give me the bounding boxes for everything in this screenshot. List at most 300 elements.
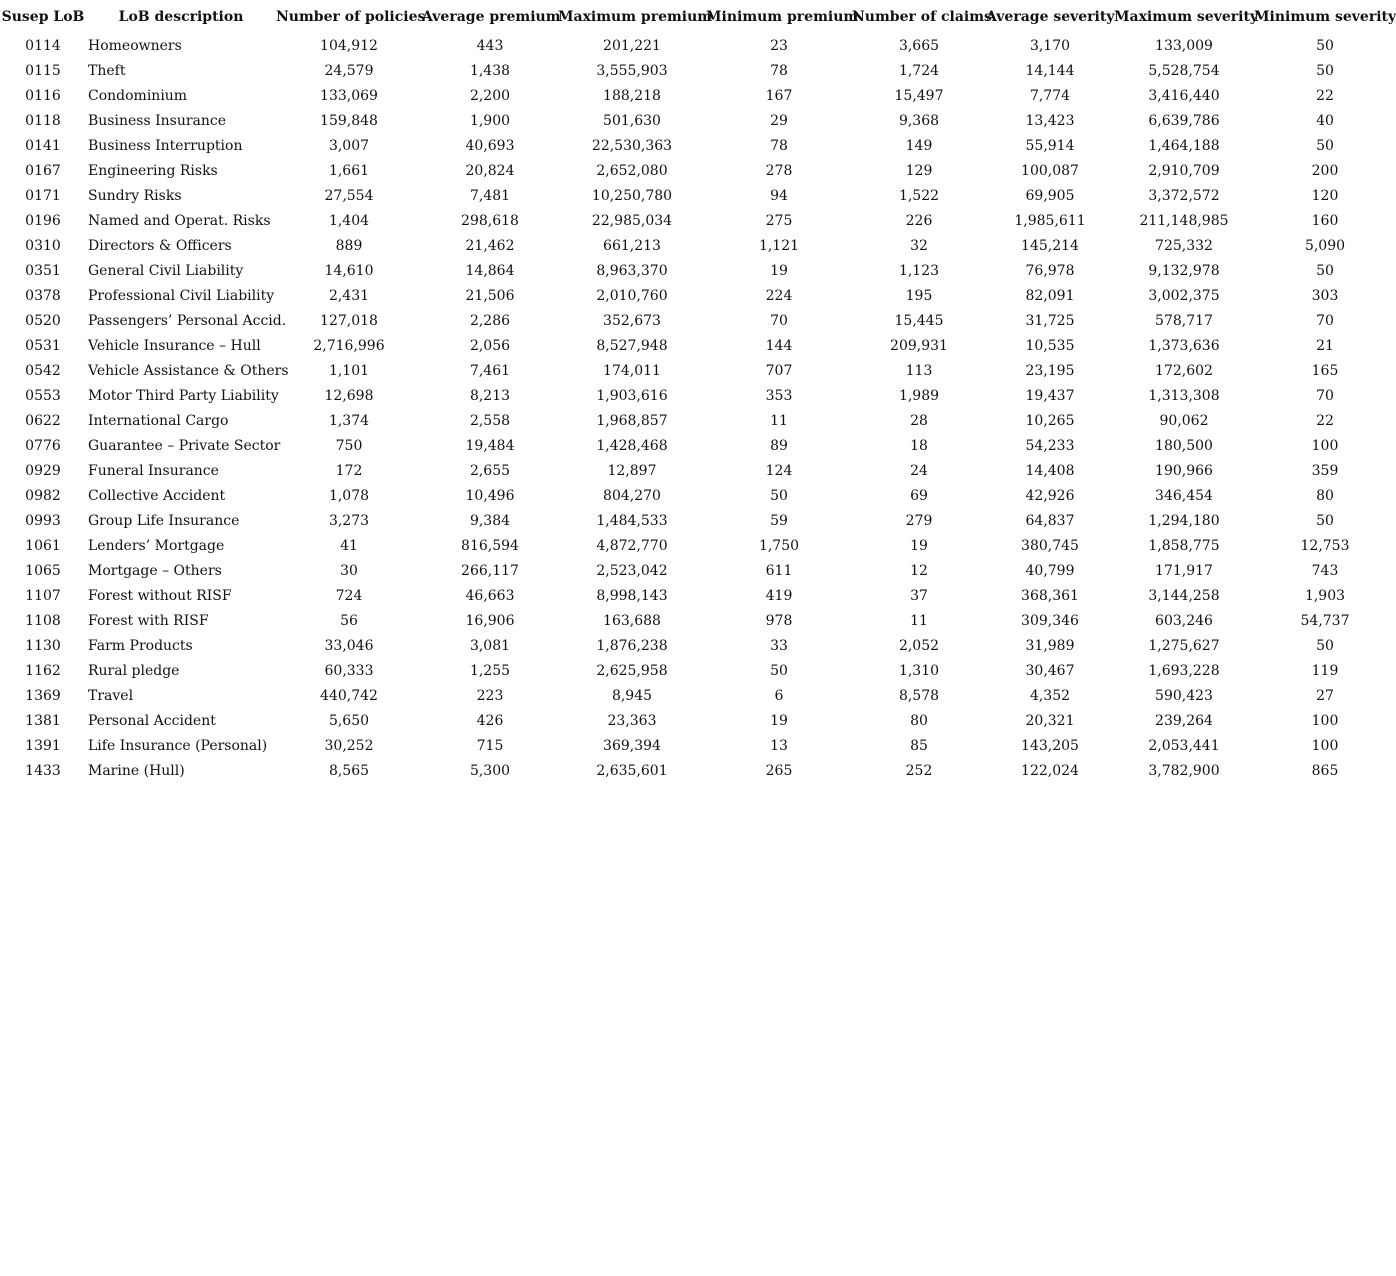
cell-number-of-claims: 129: [905, 162, 933, 179]
cell-minimum-premium: 167: [765, 87, 793, 104]
cell-number-of-claims: 226: [905, 212, 933, 229]
cell-maximum-premium: 2,652,080: [596, 162, 668, 179]
table-row: [0, 83, 1396, 108]
cell-maximum-premium: 2,010,760: [596, 287, 668, 304]
cell-number-of-claims: 1,724: [898, 62, 940, 79]
cell-number-of-policies: 33,046: [324, 637, 374, 654]
cell-number-of-claims: 149: [905, 137, 933, 154]
cell-number-of-claims: 9,368: [898, 112, 940, 129]
cell-number-of-claims: 69: [910, 487, 928, 504]
cell-average-severity: 40,799: [1025, 562, 1075, 579]
cell-maximum-severity: 6,639,786: [1148, 112, 1220, 129]
cell-average-severity: 3,170: [1029, 37, 1071, 54]
cell-minimum-severity: 54,737: [1300, 612, 1350, 629]
cell-minimum-severity: 5,090: [1304, 237, 1346, 254]
cell-number-of-policies: 60,333: [324, 662, 374, 679]
cell-maximum-premium: 1,484,533: [596, 512, 668, 529]
table-row: [0, 158, 1396, 183]
cell-susep-lob: 1381: [25, 712, 61, 729]
cell-maximum-premium: 10,250,780: [591, 187, 673, 204]
cell-average-premium: 1,438: [469, 62, 511, 79]
table-row: [0, 633, 1396, 658]
cell-susep-lob: 0982: [25, 487, 61, 504]
cell-minimum-premium: 59: [770, 512, 788, 529]
cell-maximum-premium: 174,011: [603, 362, 661, 379]
cell-susep-lob: 1369: [25, 687, 61, 704]
cell-number-of-claims: 11: [910, 612, 928, 629]
cell-maximum-severity: 239,264: [1155, 712, 1213, 729]
cell-lob-description: Guarantee – Private Sector: [88, 437, 281, 454]
cell-average-premium: 14,864: [465, 262, 515, 279]
cell-lob-description: Funeral Insurance: [88, 462, 219, 479]
cell-maximum-premium: 163,688: [603, 612, 661, 629]
cell-number-of-policies: 172: [335, 462, 363, 479]
cell-number-of-policies: 24,579: [324, 62, 374, 79]
cell-lob-description: Life Insurance (Personal): [88, 737, 268, 754]
cell-minimum-severity: 50: [1316, 137, 1334, 154]
cell-minimum-severity: 27: [1316, 687, 1334, 704]
cell-maximum-severity: 2,053,441: [1148, 737, 1220, 754]
cell-minimum-severity: 70: [1316, 312, 1334, 329]
cell-maximum-premium: 661,213: [603, 237, 661, 254]
cell-lob-description: Farm Products: [88, 637, 193, 654]
cell-susep-lob: 0776: [25, 437, 61, 454]
cell-minimum-premium: 278: [765, 162, 793, 179]
cell-average-premium: 46,663: [465, 587, 515, 604]
cell-lob-description: Lenders’ Mortgage: [88, 537, 225, 554]
cell-minimum-severity: 200: [1311, 162, 1339, 179]
cell-maximum-premium: 23,363: [607, 712, 657, 729]
cell-minimum-premium: 94: [770, 187, 788, 204]
cell-maximum-severity: 3,372,572: [1148, 187, 1220, 204]
cell-number-of-policies: 2,431: [328, 287, 370, 304]
header-susep-lob: Susep LoB: [1, 8, 85, 25]
cell-minimum-premium: 1,121: [758, 237, 800, 254]
cell-maximum-severity: 1,693,228: [1148, 662, 1220, 679]
cell-minimum-premium: 19: [770, 712, 788, 729]
cell-average-premium: 19,484: [465, 437, 515, 454]
cell-minimum-premium: 353: [765, 387, 793, 404]
cell-lob-description: Directors & Officers: [88, 237, 232, 254]
cell-number-of-claims: 80: [910, 712, 928, 729]
cell-number-of-claims: 113: [905, 362, 933, 379]
cell-maximum-premium: 1,428,468: [596, 437, 668, 454]
table-header: [0, 0, 1396, 33]
header-lob-description: LoB description: [118, 8, 244, 25]
cell-susep-lob: 0310: [25, 237, 61, 254]
table-row: [0, 583, 1396, 608]
cell-average-severity: 100,087: [1021, 162, 1079, 179]
cell-average-severity: 76,978: [1025, 262, 1075, 279]
table-row: [0, 258, 1396, 283]
cell-maximum-premium: 22,985,034: [591, 212, 673, 229]
cell-average-premium: 10,496: [465, 487, 515, 504]
cell-maximum-premium: 8,945: [611, 687, 653, 704]
cell-maximum-severity: 3,144,258: [1148, 587, 1220, 604]
cell-number-of-claims: 24: [910, 462, 928, 479]
table-row: [0, 683, 1396, 708]
cell-average-severity: 69,905: [1025, 187, 1075, 204]
cell-lob-description: International Cargo: [88, 412, 229, 429]
cell-number-of-policies: 5,650: [328, 712, 370, 729]
cell-number-of-claims: 2,052: [898, 637, 940, 654]
cell-average-premium: 266,117: [461, 562, 519, 579]
cell-maximum-severity: 1,294,180: [1148, 512, 1220, 529]
cell-maximum-severity: 1,464,188: [1148, 137, 1220, 154]
cell-lob-description: Group Life Insurance: [88, 512, 240, 529]
cell-minimum-premium: 29: [770, 112, 788, 129]
cell-susep-lob: 0167: [25, 162, 61, 179]
table-row: [0, 358, 1396, 383]
cell-number-of-policies: 27,554: [324, 187, 374, 204]
cell-minimum-premium: 707: [765, 362, 793, 379]
cell-average-severity: 23,195: [1025, 362, 1075, 379]
table-row: [0, 133, 1396, 158]
cell-number-of-claims: 279: [905, 512, 933, 529]
table-row: [0, 608, 1396, 633]
cell-minimum-premium: 50: [770, 487, 788, 504]
cell-number-of-claims: 28: [910, 412, 928, 429]
cell-minimum-severity: 100: [1311, 437, 1339, 454]
cell-number-of-claims: 85: [910, 737, 928, 754]
cell-number-of-claims: 3,665: [898, 37, 940, 54]
cell-maximum-premium: 12,897: [607, 462, 657, 479]
cell-susep-lob: 1162: [25, 662, 61, 679]
cell-number-of-claims: 18: [910, 437, 928, 454]
cell-average-severity: 13,423: [1025, 112, 1075, 129]
cell-maximum-severity: 172,602: [1155, 362, 1213, 379]
cell-number-of-claims: 12: [910, 562, 928, 579]
cell-average-severity: 14,144: [1025, 62, 1075, 79]
cell-minimum-severity: 303: [1311, 287, 1339, 304]
cell-minimum-severity: 119: [1311, 662, 1339, 679]
cell-lob-description: Professional Civil Liability: [88, 287, 275, 304]
cell-average-severity: 309,346: [1021, 612, 1079, 629]
cell-minimum-premium: 19: [770, 262, 788, 279]
cell-average-premium: 7,481: [469, 187, 511, 204]
cell-lob-description: General Civil Liability: [88, 262, 244, 279]
header-maximum-severity: Maximum severity: [1114, 8, 1259, 25]
cell-minimum-premium: 978: [765, 612, 793, 629]
cell-number-of-claims: 1,123: [898, 262, 940, 279]
cell-average-severity: 30,467: [1025, 662, 1075, 679]
cell-average-premium: 16,906: [465, 612, 515, 629]
cell-number-of-policies: 8,565: [328, 762, 370, 779]
cell-maximum-severity: 3,782,900: [1148, 762, 1220, 779]
cell-maximum-premium: 22,530,363: [591, 137, 673, 154]
cell-minimum-severity: 50: [1316, 37, 1334, 54]
cell-minimum-severity: 50: [1316, 512, 1334, 529]
cell-average-premium: 7,461: [469, 362, 511, 379]
cell-average-severity: 7,774: [1029, 87, 1071, 104]
cell-lob-description: Sundry Risks: [88, 187, 182, 204]
cell-maximum-premium: 8,963,370: [596, 262, 668, 279]
cell-maximum-premium: 201,221: [603, 37, 661, 54]
cell-minimum-premium: 144: [765, 337, 793, 354]
table-row: [0, 533, 1396, 558]
table-row: [0, 33, 1396, 58]
cell-maximum-severity: 603,246: [1155, 612, 1213, 629]
cell-average-premium: 2,056: [469, 337, 511, 354]
cell-susep-lob: 0118: [25, 112, 61, 129]
header-row: [0, 0, 1396, 33]
cell-susep-lob: 0171: [25, 187, 61, 204]
cell-number-of-policies: 14,610: [324, 262, 374, 279]
cell-minimum-severity: 12,753: [1300, 537, 1350, 554]
cell-maximum-severity: 346,454: [1155, 487, 1213, 504]
cell-average-premium: 21,506: [465, 287, 515, 304]
cell-lob-description: Marine (Hull): [88, 762, 185, 779]
cell-average-premium: 8,213: [469, 387, 511, 404]
cell-number-of-policies: 440,742: [320, 687, 378, 704]
cell-maximum-premium: 3,555,903: [596, 62, 668, 79]
cell-number-of-policies: 1,078: [328, 487, 370, 504]
cell-minimum-severity: 50: [1316, 637, 1334, 654]
cell-number-of-claims: 195: [905, 287, 933, 304]
cell-number-of-policies: 159,848: [320, 112, 378, 129]
cell-lob-description: Collective Accident: [88, 487, 226, 504]
cell-maximum-premium: 2,523,042: [596, 562, 668, 579]
cell-average-premium: 9,384: [469, 512, 511, 529]
cell-average-premium: 715: [476, 737, 504, 754]
cell-lob-description: Business Insurance: [88, 112, 227, 129]
cell-average-severity: 10,535: [1025, 337, 1075, 354]
cell-number-of-policies: 3,273: [328, 512, 370, 529]
cell-number-of-policies: 12,698: [324, 387, 374, 404]
cell-number-of-policies: 127,018: [320, 312, 378, 329]
cell-susep-lob: 0141: [25, 137, 61, 154]
cell-average-severity: 122,024: [1021, 762, 1079, 779]
cell-average-premium: 1,900: [469, 112, 511, 129]
cell-average-severity: 20,321: [1025, 712, 1075, 729]
cell-maximum-premium: 804,270: [603, 487, 661, 504]
cell-minimum-premium: 89: [770, 437, 788, 454]
cell-lob-description: Named and Operat. Risks: [88, 212, 271, 229]
cell-maximum-severity: 1,373,636: [1148, 337, 1220, 354]
table-row: [0, 433, 1396, 458]
cell-average-severity: 143,205: [1021, 737, 1079, 754]
table-row: [0, 733, 1396, 758]
cell-maximum-severity: 725,332: [1155, 237, 1213, 254]
cell-maximum-premium: 8,998,143: [596, 587, 668, 604]
header-minimum-severity: Minimum severity: [1254, 8, 1396, 25]
cell-susep-lob: 0378: [25, 287, 61, 304]
table-row: [0, 383, 1396, 408]
cell-minimum-premium: 265: [765, 762, 793, 779]
cell-susep-lob: 0196: [25, 212, 61, 229]
cell-maximum-severity: 2,910,709: [1148, 162, 1220, 179]
cell-number-of-claims: 1,310: [898, 662, 940, 679]
cell-number-of-policies: 133,069: [320, 87, 378, 104]
cell-susep-lob: 1107: [25, 587, 61, 604]
cell-average-premium: 40,693: [465, 137, 515, 154]
cell-average-premium: 1,255: [469, 662, 511, 679]
cell-average-severity: 55,914: [1025, 137, 1075, 154]
cell-lob-description: Rural pledge: [88, 662, 180, 679]
cell-minimum-premium: 611: [765, 562, 793, 579]
cell-minimum-premium: 124: [765, 462, 793, 479]
cell-minimum-premium: 33: [770, 637, 788, 654]
cell-susep-lob: 0116: [25, 87, 61, 104]
cell-minimum-premium: 78: [770, 137, 788, 154]
cell-susep-lob: 1130: [25, 637, 61, 654]
cell-average-premium: 21,462: [465, 237, 515, 254]
cell-maximum-severity: 3,416,440: [1148, 87, 1220, 104]
cell-average-severity: 54,233: [1025, 437, 1075, 454]
cell-average-severity: 4,352: [1029, 687, 1071, 704]
cell-number-of-policies: 56: [340, 612, 358, 629]
header-minimum-premium: Minimum premium: [706, 8, 859, 25]
cell-lob-description: Personal Accident: [88, 712, 216, 729]
cell-average-severity: 145,214: [1021, 237, 1079, 254]
cell-number-of-claims: 252: [905, 762, 933, 779]
cell-maximum-severity: 190,966: [1155, 462, 1213, 479]
cell-average-premium: 443: [476, 37, 504, 54]
cell-number-of-claims: 37: [910, 587, 928, 604]
cell-average-premium: 2,200: [469, 87, 511, 104]
cell-susep-lob: 0929: [25, 462, 61, 479]
cell-number-of-policies: 1,404: [328, 212, 370, 229]
cell-lob-description: Passengers’ Personal Accid.: [88, 312, 287, 329]
cell-minimum-severity: 100: [1311, 737, 1339, 754]
table-row: [0, 308, 1396, 333]
cell-minimum-premium: 13: [770, 737, 788, 754]
table-row: [0, 283, 1396, 308]
header-number-of-claims: Number of claims: [852, 8, 992, 25]
cell-maximum-severity: 1,313,308: [1148, 387, 1220, 404]
cell-maximum-severity: 590,423: [1155, 687, 1213, 704]
cell-average-premium: 5,300: [469, 762, 511, 779]
cell-minimum-premium: 78: [770, 62, 788, 79]
cell-susep-lob: 0520: [25, 312, 61, 329]
cell-minimum-severity: 50: [1316, 262, 1334, 279]
table-row: [0, 658, 1396, 683]
cell-average-severity: 82,091: [1025, 287, 1075, 304]
cell-minimum-severity: 22: [1316, 87, 1334, 104]
cell-susep-lob: 1391: [25, 737, 61, 754]
cell-minimum-premium: 70: [770, 312, 788, 329]
cell-number-of-policies: 30,252: [324, 737, 374, 754]
cell-maximum-premium: 2,635,601: [596, 762, 668, 779]
cell-lob-description: Business Interruption: [88, 137, 243, 154]
cell-maximum-premium: 8,527,948: [596, 337, 668, 354]
cell-number-of-claims: 1,522: [898, 187, 940, 204]
header-average-premium: Average premium: [422, 8, 561, 25]
table-row: [0, 458, 1396, 483]
cell-susep-lob: 0553: [25, 387, 61, 404]
cell-minimum-premium: 275: [765, 212, 793, 229]
cell-minimum-premium: 224: [765, 287, 793, 304]
cell-average-severity: 64,837: [1025, 512, 1075, 529]
cell-average-premium: 2,286: [469, 312, 511, 329]
cell-number-of-policies: 1,101: [328, 362, 370, 379]
cell-number-of-policies: 3,007: [328, 137, 370, 154]
cell-minimum-severity: 865: [1311, 762, 1339, 779]
cell-maximum-severity: 1,858,775: [1148, 537, 1220, 554]
cell-minimum-severity: 160: [1311, 212, 1339, 229]
cell-number-of-policies: 30: [340, 562, 358, 579]
cell-average-severity: 19,437: [1025, 387, 1075, 404]
header-number-of-policies: Number of policies: [276, 8, 426, 25]
cell-number-of-policies: 41: [340, 537, 358, 554]
cell-susep-lob: 1433: [25, 762, 61, 779]
table-row: [0, 758, 1396, 783]
cell-minimum-premium: 11: [770, 412, 788, 429]
cell-minimum-severity: 80: [1316, 487, 1334, 504]
cell-maximum-severity: 9,132,978: [1148, 262, 1220, 279]
cell-minimum-premium: 6: [774, 687, 784, 704]
cell-minimum-severity: 165: [1311, 362, 1339, 379]
cell-number-of-policies: 889: [335, 237, 363, 254]
cell-susep-lob: 0531: [25, 337, 61, 354]
cell-minimum-premium: 419: [765, 587, 793, 604]
table-row: [0, 233, 1396, 258]
cell-average-severity: 31,989: [1025, 637, 1075, 654]
table-row: [0, 108, 1396, 133]
cell-lob-description: Engineering Risks: [88, 162, 218, 179]
cell-susep-lob: 1065: [25, 562, 61, 579]
cell-average-severity: 14,408: [1025, 462, 1075, 479]
table-row: [0, 183, 1396, 208]
cell-susep-lob: 1061: [25, 537, 61, 554]
table-row: [0, 208, 1396, 233]
cell-maximum-premium: 1,968,857: [596, 412, 668, 429]
cell-number-of-claims: 15,497: [894, 87, 944, 104]
cell-average-premium: 3,081: [469, 637, 511, 654]
cell-lob-description: Forest with RISF: [88, 612, 209, 629]
table-row: [0, 408, 1396, 433]
cell-maximum-premium: 2,625,958: [596, 662, 668, 679]
cell-lob-description: Vehicle Assistance & Others: [88, 362, 289, 379]
cell-number-of-policies: 724: [335, 587, 363, 604]
cell-lob-description: Mortgage – Others: [88, 562, 222, 579]
cell-average-premium: 426: [476, 712, 504, 729]
cell-maximum-severity: 211,148,985: [1139, 212, 1229, 229]
cell-number-of-claims: 8,578: [898, 687, 940, 704]
cell-average-severity: 1,985,611: [1014, 212, 1086, 229]
cell-minimum-severity: 21: [1316, 337, 1334, 354]
cell-average-severity: 10,265: [1025, 412, 1075, 429]
cell-number-of-claims: 209,931: [890, 337, 948, 354]
cell-susep-lob: 0115: [25, 62, 61, 79]
cell-lob-description: Travel: [88, 687, 134, 704]
cell-maximum-severity: 90,062: [1159, 412, 1209, 429]
cell-susep-lob: 1108: [25, 612, 61, 629]
cell-maximum-premium: 1,903,616: [596, 387, 668, 404]
header-maximum-premium: Maximum premium: [558, 8, 713, 25]
cell-lob-description: Theft: [88, 62, 126, 79]
cell-minimum-severity: 40: [1316, 112, 1334, 129]
cell-number-of-policies: 104,912: [320, 37, 378, 54]
cell-average-severity: 31,725: [1025, 312, 1075, 329]
cell-number-of-policies: 1,374: [328, 412, 370, 429]
cell-minimum-premium: 50: [770, 662, 788, 679]
cell-number-of-claims: 32: [910, 237, 928, 254]
cell-susep-lob: 0993: [25, 512, 61, 529]
table-row: [0, 508, 1396, 533]
cell-number-of-policies: 750: [335, 437, 363, 454]
cell-maximum-premium: 188,218: [603, 87, 661, 104]
cell-susep-lob: 0622: [25, 412, 61, 429]
table-row: [0, 58, 1396, 83]
table-body: [0, 33, 1396, 783]
cell-minimum-severity: 70: [1316, 387, 1334, 404]
cell-average-premium: 2,655: [469, 462, 511, 479]
cell-susep-lob: 0542: [25, 362, 61, 379]
cell-lob-description: Homeowners: [88, 37, 182, 54]
cell-number-of-policies: 2,716,996: [313, 337, 385, 354]
cell-maximum-severity: 5,528,754: [1148, 62, 1220, 79]
